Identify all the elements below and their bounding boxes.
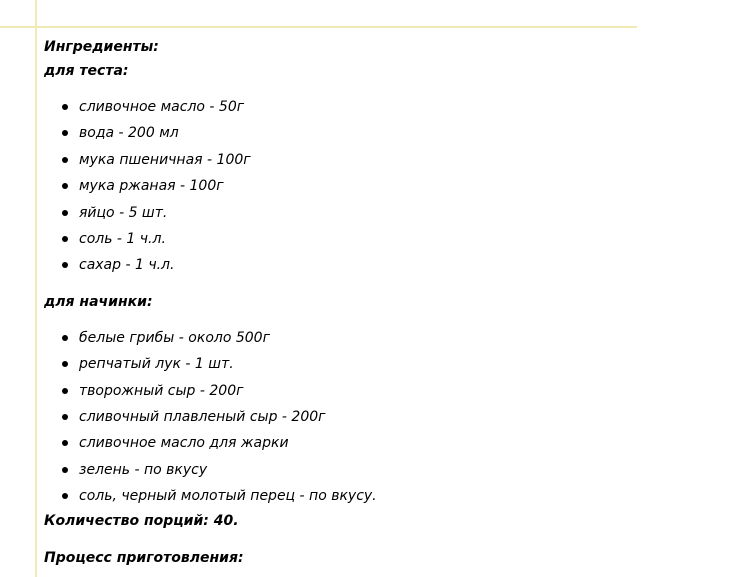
bullet-icon bbox=[62, 262, 68, 268]
ingredient-text: вода - 200 мл bbox=[79, 125, 179, 142]
list-item bbox=[44, 226, 644, 252]
ingredient-text: зелень - по вкусу bbox=[79, 461, 208, 478]
list-item bbox=[44, 200, 644, 226]
bullet-icon bbox=[62, 236, 68, 242]
servings-text: Количество порций: 40. bbox=[44, 513, 239, 530]
ingredient-text: яйцо - 5 шт. bbox=[79, 204, 168, 221]
bullet-icon bbox=[62, 335, 68, 341]
margin-vertical-guide bbox=[35, 0, 37, 577]
list-item bbox=[44, 483, 644, 509]
bullet-icon bbox=[62, 388, 68, 394]
margin-horizontal-guide bbox=[0, 26, 637, 28]
dough-heading: для теста: bbox=[44, 63, 129, 79]
filling-heading: для начинки: bbox=[44, 293, 153, 310]
list-item bbox=[44, 94, 644, 120]
list-item bbox=[44, 325, 644, 351]
ingredient-text: сливочный плавленый сыр - 200г bbox=[79, 408, 326, 425]
ingredient-text: репчатый лук - 1 шт. bbox=[79, 356, 234, 373]
list-item bbox=[44, 430, 644, 456]
ingredient-text: белые грибы - около 500г bbox=[79, 329, 270, 346]
list-item bbox=[44, 351, 644, 377]
bullet-icon bbox=[62, 104, 68, 110]
ingredient-text: мука пшеничная - 100г bbox=[79, 151, 251, 168]
ingredient-text: сахар - 1 ч.л. bbox=[79, 257, 175, 274]
bullet-icon bbox=[62, 440, 68, 446]
list-item bbox=[44, 173, 644, 199]
bullet-icon bbox=[62, 493, 68, 499]
process-heading: Процесс приготовления: bbox=[44, 550, 244, 567]
filling-ingredient-list bbox=[44, 325, 644, 510]
list-item bbox=[44, 378, 644, 404]
ingredient-text: сливочное масло для жарки bbox=[79, 435, 289, 452]
list-item bbox=[44, 252, 644, 278]
bullet-icon bbox=[62, 361, 68, 367]
ingredient-text: соль - 1 ч.л. bbox=[79, 230, 166, 247]
ingredient-text: мука ржаная - 100г bbox=[79, 178, 224, 195]
dough-ingredient-list bbox=[44, 94, 644, 279]
list-item bbox=[44, 147, 644, 173]
ingredient-text: творожный сыр - 200г bbox=[79, 382, 244, 399]
list-item bbox=[44, 404, 644, 430]
ingredient-text: сливочное масло - 50г bbox=[79, 99, 245, 115]
bullet-icon bbox=[62, 157, 68, 163]
bullet-icon bbox=[62, 210, 68, 216]
list-item bbox=[44, 457, 644, 483]
bullet-icon bbox=[62, 414, 68, 420]
list-item bbox=[44, 120, 644, 146]
bullet-icon bbox=[62, 130, 68, 136]
ingredient-text: соль, черный молотый перец - по вкусу. bbox=[79, 488, 377, 505]
recipe-content bbox=[44, 35, 644, 570]
bullet-icon bbox=[62, 467, 68, 473]
ingredients-heading: Ингредиенты: bbox=[44, 39, 159, 55]
bullet-icon bbox=[62, 183, 68, 189]
